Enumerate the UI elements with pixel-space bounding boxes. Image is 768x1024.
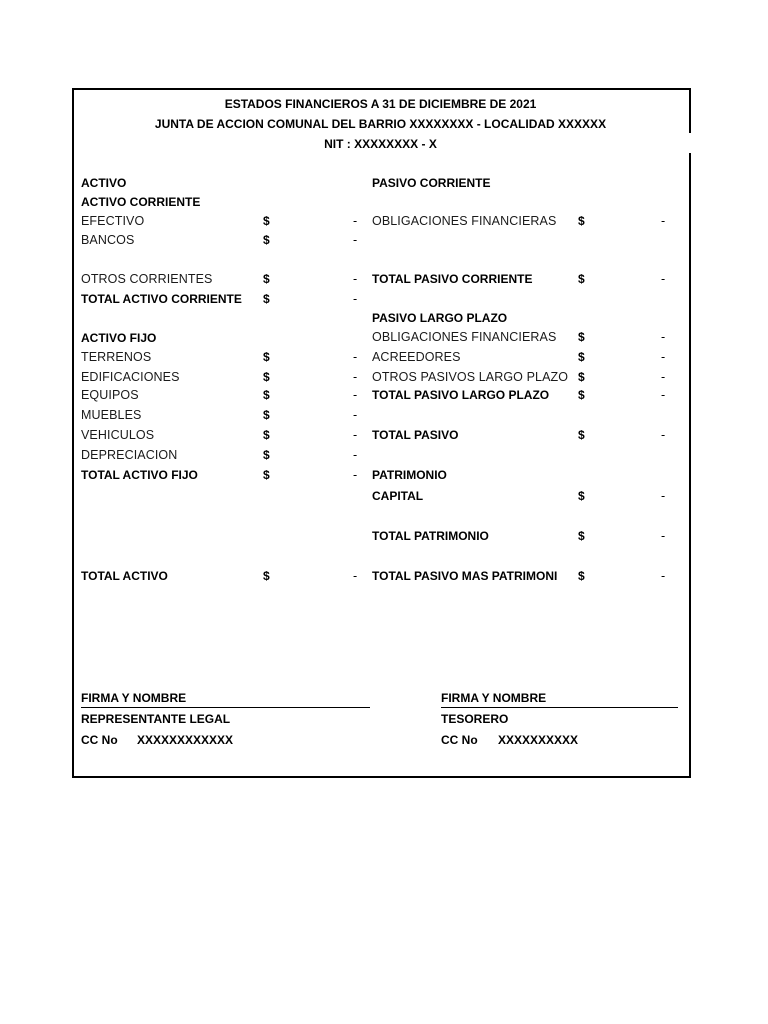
muebles-value: - xyxy=(353,408,358,422)
firma-derecha-line xyxy=(441,707,678,708)
obligaciones-lp-label: OBLIGACIONES FINANCIERAS xyxy=(372,330,557,344)
obligaciones-cp-value: - xyxy=(661,214,666,228)
total-patrimonio-label: TOTAL PATRIMONIO xyxy=(372,529,489,543)
capital-currency: $ xyxy=(578,489,585,503)
vehiculos-value: - xyxy=(353,428,358,442)
muebles-currency: $ xyxy=(263,408,270,422)
otros-corrientes-currency: $ xyxy=(263,272,270,286)
terrenos-label: TERRENOS xyxy=(81,350,152,364)
depreciacion-value: - xyxy=(353,448,358,462)
obligaciones-lp-value: - xyxy=(661,330,666,344)
firma-izquierda-cc-value: XXXXXXXXXXXX xyxy=(137,733,234,747)
obligaciones-cp-currency: $ xyxy=(578,214,585,228)
total-pasivo-patrimonio-label: TOTAL PASIVO MAS PATRIMONI xyxy=(372,569,558,583)
equipos-label: EQUIPOS xyxy=(81,388,139,402)
total-pasivo-label: TOTAL PASIVO xyxy=(372,428,459,442)
bancos-currency: $ xyxy=(263,233,270,247)
terrenos-currency: $ xyxy=(263,350,270,364)
total-activo-corriente-value: - xyxy=(353,292,358,306)
sheet-right-border-bottom xyxy=(689,153,691,776)
capital-label: CAPITAL xyxy=(372,489,424,503)
otros-pasivos-lp-currency: $ xyxy=(578,370,585,384)
activo-heading: ACTIVO xyxy=(81,176,127,190)
total-activo-label: TOTAL ACTIVO xyxy=(81,569,168,583)
firma-derecha-cc-value: XXXXXXXXXX xyxy=(498,733,579,747)
total-pasivo-value: - xyxy=(661,428,666,442)
firma-derecha-cc-label: CC No xyxy=(441,733,478,747)
terrenos-value: - xyxy=(353,350,358,364)
total-activo-fijo-value: - xyxy=(353,468,358,482)
acreedores-label: ACREEDORES xyxy=(372,350,461,364)
total-pasivo-corriente-currency: $ xyxy=(578,272,585,286)
equipos-currency: $ xyxy=(263,388,270,402)
total-activo-fijo-label: TOTAL ACTIVO FIJO xyxy=(81,468,198,482)
total-pasivo-largo-label: TOTAL PASIVO LARGO PLAZO xyxy=(372,388,550,402)
entity-name: JUNTA DE ACCION COMUNAL DEL BARRIO XXXXXXXX - LOCALIDAD XXXXXX xyxy=(154,117,607,131)
efectivo-currency: $ xyxy=(263,214,270,228)
obligaciones-cp-label: OBLIGACIONES FINANCIERAS xyxy=(372,214,557,228)
firma-izquierda-line xyxy=(81,707,370,708)
sheet-right-border-top xyxy=(689,88,691,133)
nit-line: NIT : XXXXXXXX - X xyxy=(324,137,437,151)
firma-derecha-label: FIRMA Y NOMBRE xyxy=(441,691,547,705)
bancos-label: BANCOS xyxy=(81,233,135,247)
otros-corrientes-label: OTROS CORRIENTES xyxy=(81,272,213,286)
otros-pasivos-lp-value: - xyxy=(661,370,666,384)
capital-value: - xyxy=(661,489,666,503)
total-pasivo-largo-currency: $ xyxy=(578,388,585,402)
edificaciones-label: EDIFICACIONES xyxy=(81,370,180,384)
firma-izquierda-cc-label: CC No xyxy=(81,733,118,747)
edificaciones-value: - xyxy=(353,370,358,384)
efectivo-value: - xyxy=(353,214,358,228)
edificaciones-currency: $ xyxy=(263,370,270,384)
total-patrimonio-currency: $ xyxy=(578,529,585,543)
acreedores-currency: $ xyxy=(578,350,585,364)
otros-corrientes-value: - xyxy=(353,272,358,286)
total-activo-fijo-currency: $ xyxy=(263,468,270,482)
vehiculos-currency: $ xyxy=(263,428,270,442)
pasivo-largo-heading: PASIVO LARGO PLAZO xyxy=(372,311,508,325)
total-pasivo-largo-value: - xyxy=(661,388,666,402)
total-pasivo-patrimonio-currency: $ xyxy=(578,569,585,583)
statement-title: ESTADOS FINANCIEROS A 31 DE DICIEMBRE DE 2021 xyxy=(224,97,537,111)
pasivo-corriente-heading: PASIVO CORRIENTE xyxy=(372,176,491,190)
firma-izquierda-label: FIRMA Y NOMBRE xyxy=(81,691,187,705)
depreciacion-currency: $ xyxy=(263,448,270,462)
acreedores-value: - xyxy=(661,350,666,364)
total-patrimonio-value: - xyxy=(661,529,666,543)
efectivo-label: EFECTIVO xyxy=(81,214,145,228)
vehiculos-label: VEHICULOS xyxy=(81,428,155,442)
muebles-label: MUEBLES xyxy=(81,408,142,422)
total-activo-corriente-label: TOTAL ACTIVO CORRIENTE xyxy=(81,292,242,306)
total-activo-corriente-currency: $ xyxy=(263,292,270,306)
activo-fijo-heading: ACTIVO FIJO xyxy=(81,331,157,345)
patrimonio-heading: PATRIMONIO xyxy=(372,468,447,482)
equipos-value: - xyxy=(353,388,358,402)
total-pasivo-patrimonio-value: - xyxy=(661,569,666,583)
otros-pasivos-lp-label: OTROS PASIVOS LARGO PLAZO xyxy=(372,370,569,384)
bancos-value: - xyxy=(353,233,358,247)
total-pasivo-currency: $ xyxy=(578,428,585,442)
total-pasivo-corriente-label: TOTAL PASIVO CORRIENTE xyxy=(372,272,533,286)
total-pasivo-corriente-value: - xyxy=(661,272,666,286)
obligaciones-lp-currency: $ xyxy=(578,330,585,344)
activo-corriente-heading: ACTIVO CORRIENTE xyxy=(81,195,201,209)
firma-derecha-role: TESORERO xyxy=(441,712,509,726)
total-activo-currency: $ xyxy=(263,569,270,583)
firma-izquierda-role: REPRESENTANTE LEGAL xyxy=(81,712,231,726)
total-activo-value: - xyxy=(353,569,358,583)
depreciacion-label: DEPRECIACION xyxy=(81,448,178,462)
